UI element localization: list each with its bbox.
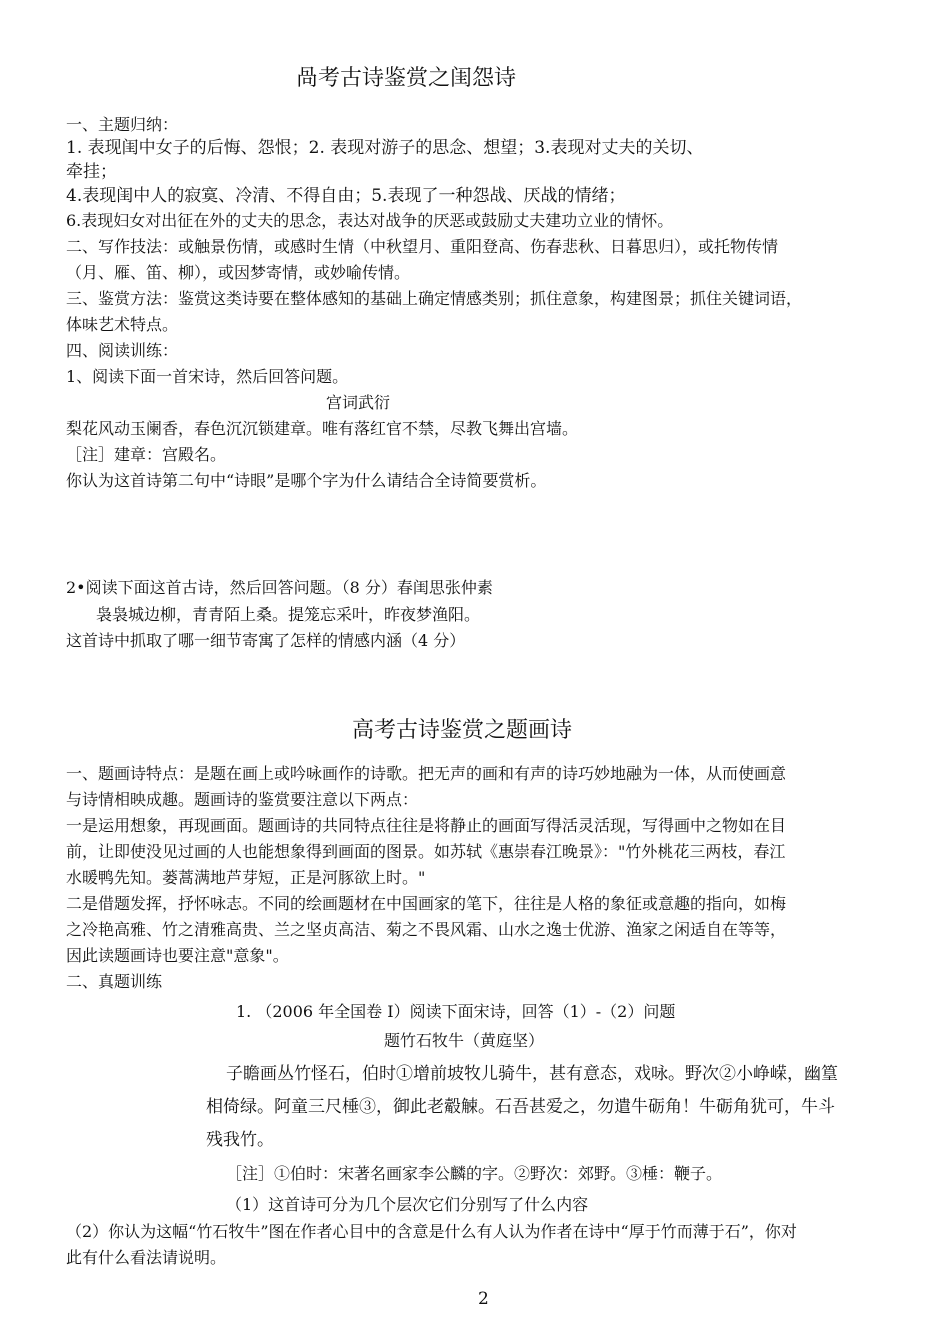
training-subquestion-2-line-2: 此有什么看法请说明。 (66, 1248, 227, 1267)
question-1-note: ［注］建章：宫殿名。 (66, 445, 227, 464)
training-note: ［注］①伯时：宋著名画家李公麟的字。②野次：郊野。③棰：鞭子。 (226, 1164, 723, 1183)
tihua-point-2-line-1: 二是借题发挥，抒怀咏志。不同的绘画题材在中国画家的笔下，往往是人格的象征或意趣的指向，如梅 (66, 894, 787, 913)
question-1-question: 你认为这首诗第二句中“诗眼”是哪个字为什么请结合全诗简要赏析。 (66, 471, 547, 490)
tihua-point-1-line-1: 一是运用想象，再现画面。题画诗的共同特点往往是将静止的画面写得活灵活现，写得画中之物如在目 (66, 816, 787, 835)
question-2-question: 这首诗中抓取了哪一细节寄寓了怎样的情感内涵（4 分） (66, 631, 466, 650)
technique-line-2: （月、雁、笛、柳），或因梦寄情，或妙喻传情。 (66, 263, 411, 282)
training-poem-title: 题竹石牧牛（黄庭坚） (384, 1031, 545, 1050)
tihua-point-2-line-3: 因此读题画诗也要注意"意象"。 (66, 946, 289, 965)
question-1-poem-title: 宫词武衍 (326, 393, 391, 412)
theme-line-1-cont: 牵挂； (66, 162, 117, 182)
training-subquestion-2-line-1: （2）你认为这幅“竹石牧牛”图在作者心目中的含意是什么有人认为作者在诗中“厚于竹而薄于石”，你对 (66, 1222, 797, 1241)
training-poem-line-2: 相倚绿。阿童三尺棰③，御此老觳觫。石吾甚爱之，勿遣牛砺角！牛砺角犹可，牛斗 (206, 1097, 835, 1117)
method-line-2: 体味艺术特点。 (66, 315, 179, 334)
theme-heading: 一、主题归纳： (66, 115, 179, 134)
training-heading: 二、真题训练 (66, 972, 163, 991)
tihua-point-1-line-2: 前，让即使没见过画的人也能想象得到画面的图景。如苏轼《惠崇春江晚景》："竹外桃花三两枝，春江 (66, 842, 786, 861)
training-question-prompt: 1. （2006 年全国卷 I）阅读下面宋诗，回答（1）-（2）问题 (236, 1002, 676, 1021)
tihua-feature-line-1: 一、题画诗特点：是题在画上或吟咏画作的诗歌。把无声的画和有声的诗巧妙地融为一体，从而使画意 (66, 764, 787, 783)
reading-heading: 四、阅读训练： (66, 341, 179, 360)
question-1-prompt: 1、阅读下面一首宋诗，然后回答问题。 (66, 367, 349, 386)
tihua-point-2-line-2: 之冷艳高雅、竹之清雅高贵、兰之坚贞高洁、菊之不畏风霜、山水之逸士优游、渔家之闲适自在等等， (66, 920, 787, 939)
training-poem-line-3: 残我竹。 (206, 1130, 274, 1150)
section-title-tihua: 高考古诗鉴赏之题画诗 (352, 718, 573, 743)
theme-line-2: 4.表现闺中人的寂寞、冷清、不得自由；5.表现了一种怨战、厌战的情绪； (66, 186, 626, 206)
question-1-poem: 梨花风动玉阑香，春色沉沉锁建章。唯有落红官不禁，尽教飞舞出宫墙。 (66, 419, 579, 438)
technique-line-1: 二、写作技法：或触景伤情，或感时生情（中秋望月、重阳登高、伤春悲秋、日暮思归），或托物传情 (66, 237, 779, 256)
page-number: 2 (478, 1289, 489, 1309)
training-poem-line-1: 子瞻画丛竹怪石，伯时①增前坡牧儿骑牛，甚有意态，戏咏。野次②小峥嵘，幽篁 (226, 1064, 838, 1084)
section-title-guiyuan: 咼考古诗鉴赏之闺怨诗 (296, 66, 517, 91)
method-line-1: 三、鉴赏方法：鉴赏这类诗要在整体感知的基础上确定情感类别；抓住意象，构建图景；抓住关键词语， (66, 289, 803, 308)
question-2-prompt: 2•阅读下面这首古诗，然后回答问题。（8 分）春闺思张仲素 (66, 578, 493, 597)
theme-line-3: 6.表现妇女对出征在外的丈夫的思念，表达对战争的厌恶或鼓励丈夫建功立业的情怀。 (66, 211, 674, 230)
tihua-point-1-line-3: 水暖鸭先知。蒌蒿满地芦芽短，正是河豚欲上时。" (66, 868, 426, 887)
training-subquestion-1: （1）这首诗可分为几个层次它们分别写了什么内容 (226, 1195, 589, 1214)
theme-line-1: 1. 表现闺中女子的后悔、怨恨；2. 表现对游子的思念、想望；3.表现对丈夫的关切、 (66, 138, 704, 158)
question-2-poem: 袅袅城边柳，青青陌上桑。提笼忘采叶，昨夜梦渔阳。 (96, 605, 481, 624)
tihua-feature-line-2: 与诗情相映成趣。题画诗的鉴赏要注意以下两点： (66, 790, 419, 809)
